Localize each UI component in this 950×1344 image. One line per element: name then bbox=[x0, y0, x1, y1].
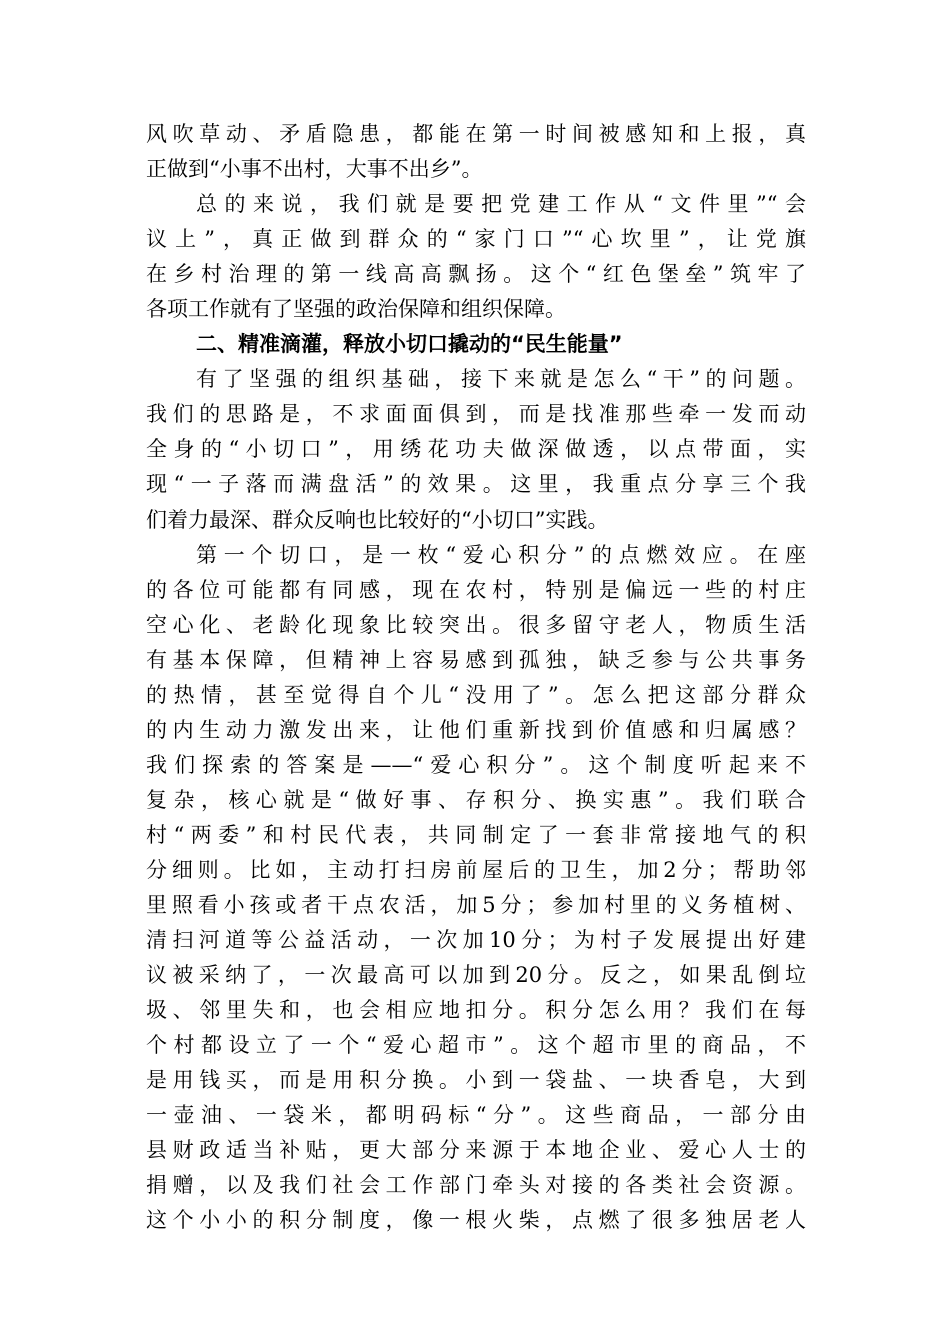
document-page bbox=[146, 117, 806, 1239]
text-line: 在乡村治理的第一线高高飘扬。这个“红色堡垒”筑牢了 bbox=[146, 262, 806, 287]
text-line: 的各位可能都有同感，现在农村，特别是偏远一些的村庄 bbox=[146, 577, 806, 602]
text-line: 复杂，核心就是“做好事、存积分、换实惠”。我们联合 bbox=[146, 787, 806, 812]
text-line: 是用钱买，而是用积分换。小到一袋盐、一块香皂，大到 bbox=[146, 1068, 806, 1093]
text-line: 捐赠，以及我们社会工作部门牵头对接的各类社会资源。 bbox=[146, 1173, 806, 1198]
text-line: 有基本保障，但精神上容易感到孤独，缺乏参与公共事务 bbox=[146, 647, 806, 672]
text-line: 分细则。比如，主动打扫房前屋后的卫生，加2分；帮助邻 bbox=[146, 857, 806, 882]
text-line: 这个小小的积分制度，像一根火柴，点燃了很多独居老人 bbox=[146, 1208, 806, 1233]
paragraph-start-line: 总的来说，我们就是要把党建工作从“文件里”“会 bbox=[196, 192, 806, 217]
text-line: 一壶油、一袋米，都明码标“分”。这些商品，一部分由 bbox=[146, 1103, 806, 1128]
text-line: 正做到“小事不出村，大事不出乡”。 bbox=[146, 157, 483, 182]
text-line: 议被采纳了，一次最高可以加到20分。反之，如果乱倒垃 bbox=[146, 963, 806, 988]
text-line: 我们的思路是，不求面面俱到，而是找准那些牵一发而动 bbox=[146, 402, 806, 427]
text-line: 里照看小孩或者干点农活，加5分；参加村里的义务植树、 bbox=[146, 893, 806, 918]
text-line: 的内生动力激发出来，让他们重新找到价值感和归属感？ bbox=[146, 717, 806, 742]
paragraph-start-line: 第一个切口，是一枚“爱心积分”的点燃效应。在座 bbox=[196, 542, 806, 567]
text-line: 各项工作就有了坚强的政治保障和组织保障。 bbox=[146, 297, 566, 322]
text-line: 们着力最深、群众反响也比较好的“小切口”实践。 bbox=[146, 507, 609, 532]
text-line: 风吹草动、矛盾隐患，都能在第一时间被感知和上报，真 bbox=[146, 122, 806, 146]
text-line: 我们探索的答案是——“爱心积分”。这个制度听起来不 bbox=[146, 752, 806, 777]
text-line: 圾、邻里失和，也会相应地扣分。积分怎么用？我们在每 bbox=[146, 998, 806, 1023]
text-line: 现“一子落而满盘活”的效果。这里，我重点分享三个我 bbox=[146, 472, 806, 497]
text-line: 空心化、老龄化现象比较突出。很多留守老人，物质生活 bbox=[146, 612, 806, 637]
text-line: 的热情，甚至觉得自个儿“没用了”。怎么把这部分群众 bbox=[146, 682, 806, 707]
section-heading: 二、精准滴灌，释放小切口撬动的“民生能量” bbox=[196, 332, 623, 357]
text-line: 议上”，真正做到群众的“家门口”“心坎里”，让党旗 bbox=[146, 227, 806, 252]
text-line: 个村都设立了一个“爱心超市”。这个超市里的商品，不 bbox=[146, 1033, 806, 1058]
text-line: 县财政适当补贴，更大部分来源于本地企业、爱心人士的 bbox=[146, 1138, 806, 1163]
text-line: 全身的“小切口”，用绣花功夫做深做透，以点带面，实 bbox=[146, 437, 806, 462]
text-line: 村“两委”和村民代表，共同制定了一套非常接地气的积 bbox=[146, 822, 806, 847]
text-line: 清扫河道等公益活动，一次加10分；为村子发展提出好建 bbox=[146, 928, 806, 953]
paragraph-start-line: 有了坚强的组织基础，接下来就是怎么“干”的问题。 bbox=[196, 367, 806, 392]
